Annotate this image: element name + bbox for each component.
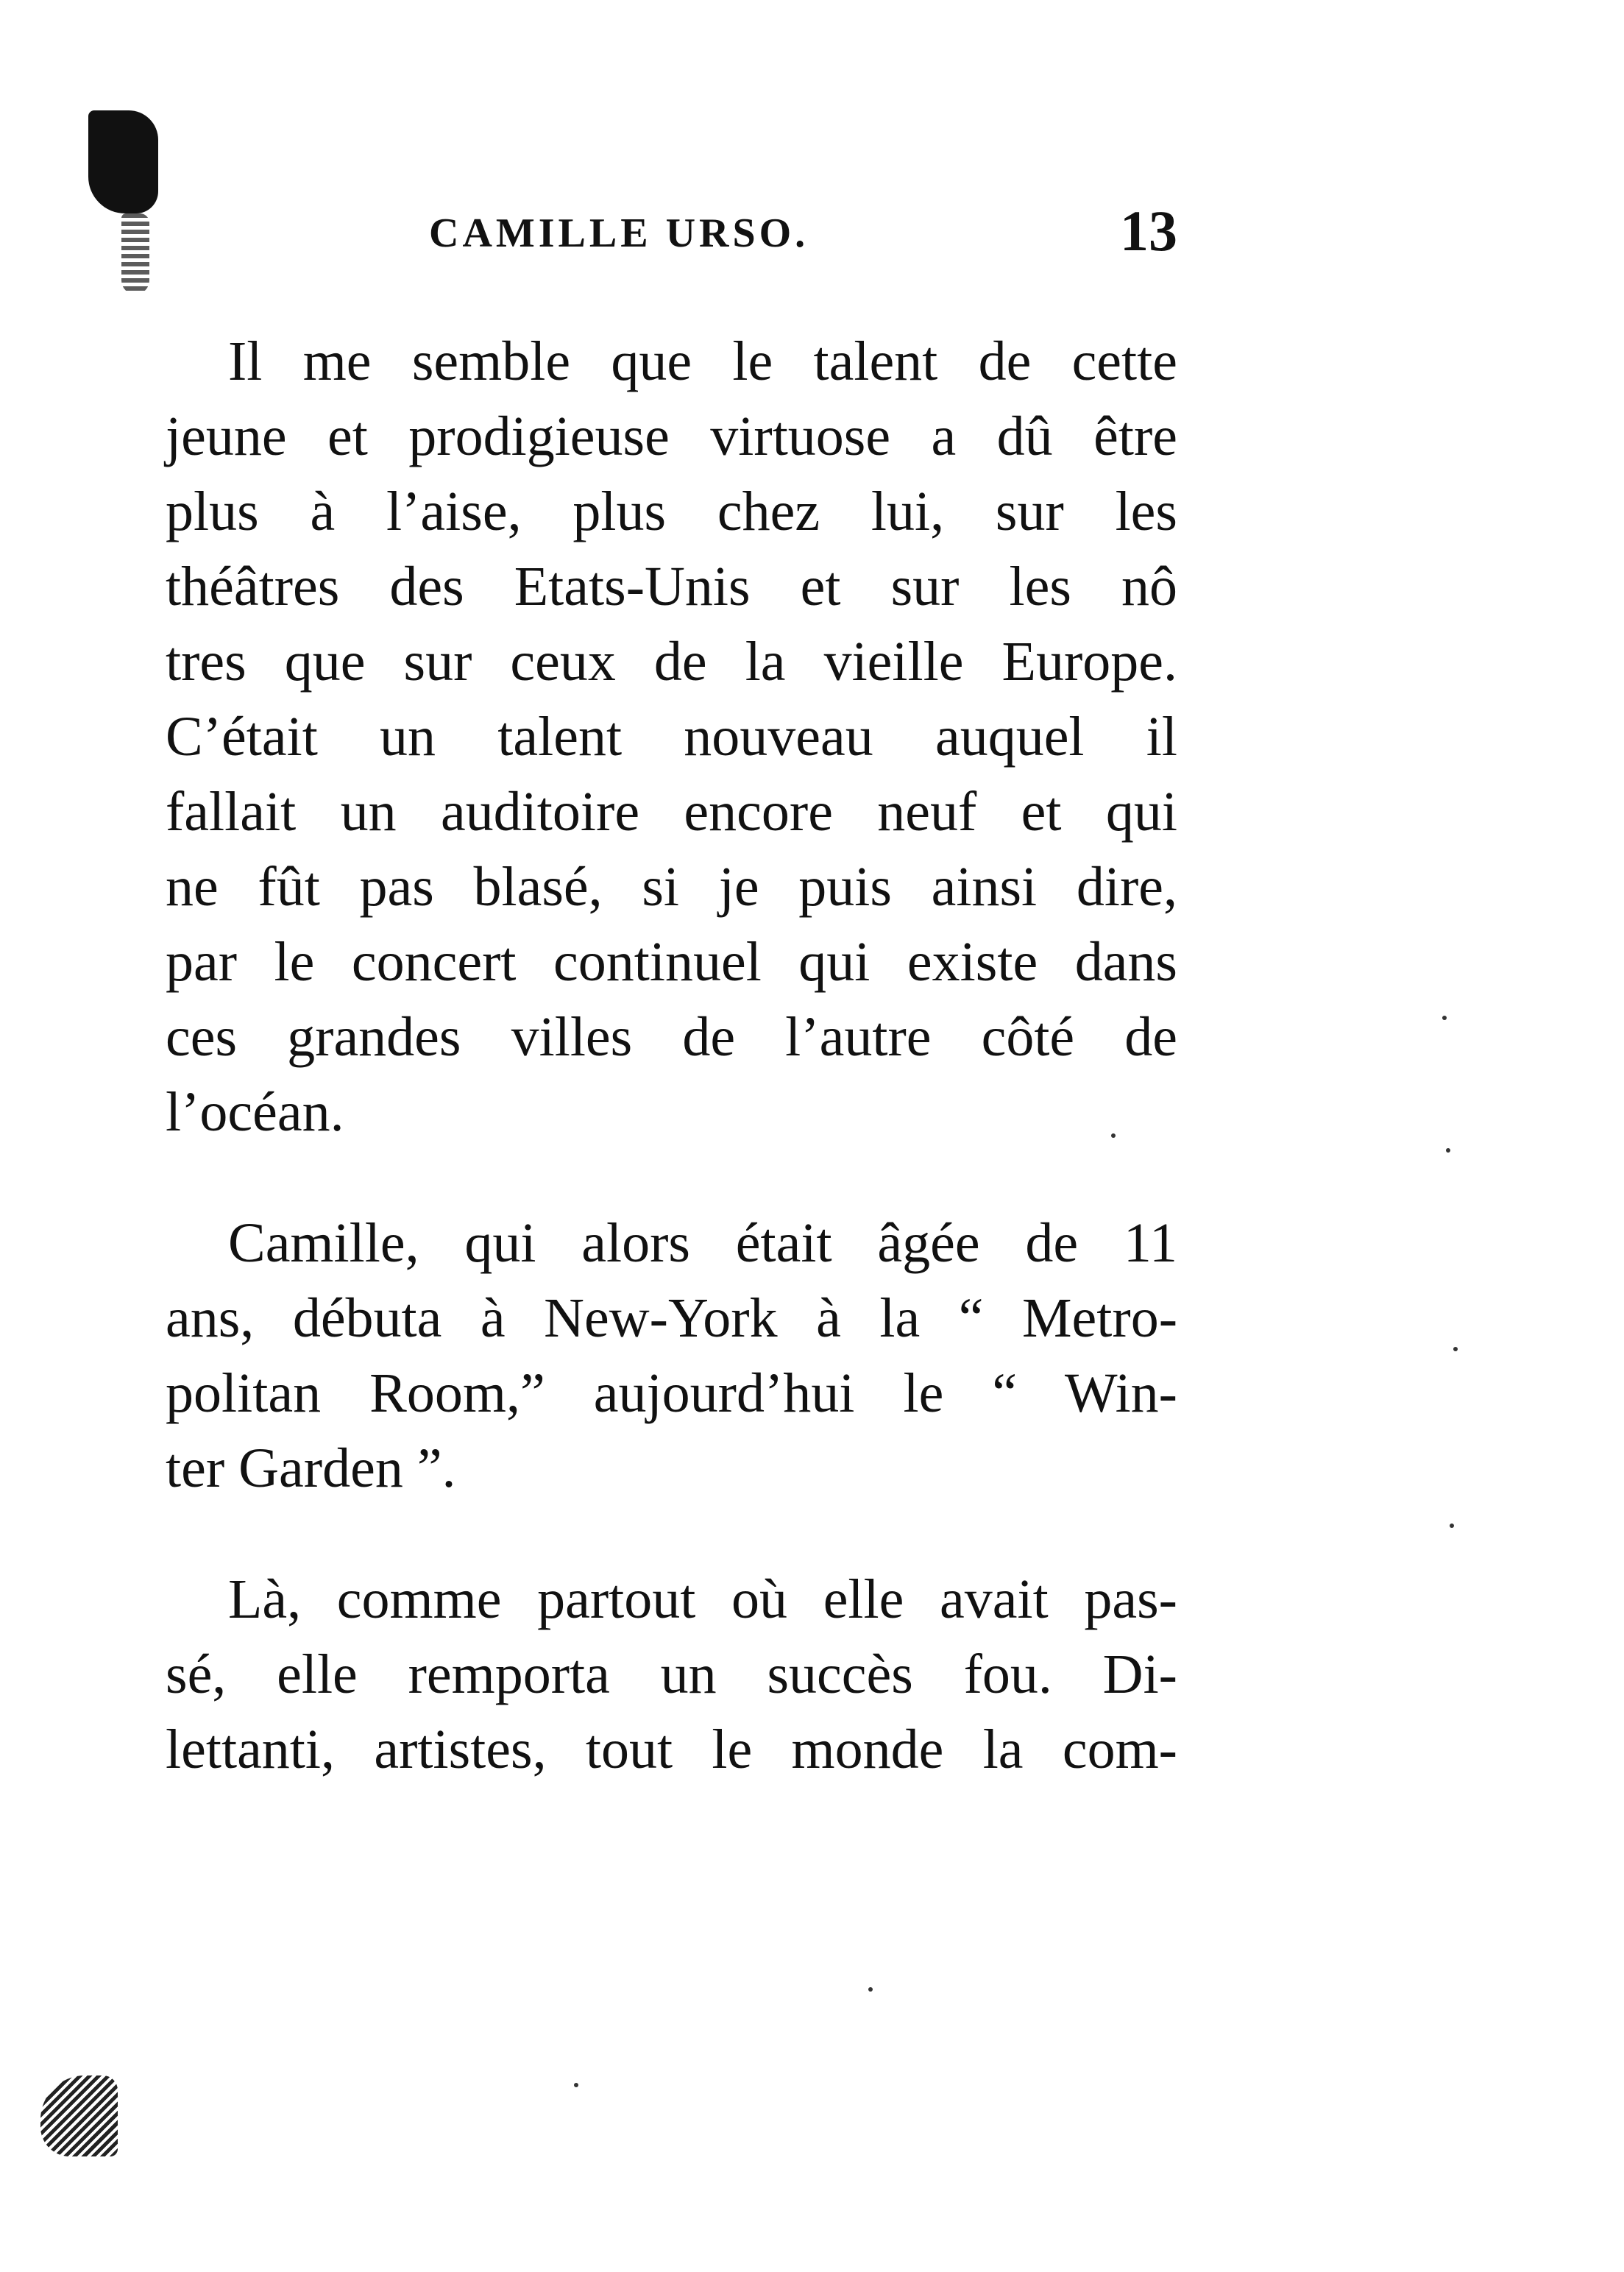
text-line: C’était un talent nouveau auquel il [166,706,1177,768]
speck [1442,1016,1447,1020]
speck [1446,1148,1450,1153]
text-line: sé, elle remporta un succès fou. Di- [166,1643,1177,1705]
speck [868,1987,873,1992]
running-title: CAMILLE URSO. [429,210,809,256]
text-line: ces grandes villes de l’autre côté de [166,1006,1177,1068]
text-line: ne fût pas blasé, si je puis ainsi dire, [166,856,1177,918]
body-text [166,324,1177,1787]
page-number: 13 [1120,199,1177,263]
text-line: plus à l’aise, plus chez lui, sur les [166,481,1177,542]
text-line: Camille, qui alors était âgée de 11 [228,1212,1177,1274]
text-line: théâtres des Etats-Unis et sur les nô [166,556,1177,617]
speck [1450,1523,1454,1528]
text-line: par le concert continuel qui existe dans [166,931,1177,993]
ink-blot-top [88,110,158,213]
paragraph-gap [166,1150,1177,1206]
text-line: politan Room,” aujourd’hui le “ Win- [166,1362,1177,1424]
speck [574,2083,578,2087]
text-line: tres que sur ceux de la vieille Europe. [166,631,1177,693]
text-line: lettanti, artistes, tout le monde la com- [166,1719,1177,1780]
text-line: Il me semble que le talent de cette [228,330,1177,392]
text-line: Là, comme partout où elle avait pas- [228,1568,1177,1630]
text-line: fallait un auditoire encore neuf et qui [166,781,1177,843]
ink-blot-bottom [40,2075,118,2156]
running-header [166,199,1177,269]
text-line: ans, débuta à New-York à la “ Metro- [166,1287,1177,1349]
text-line: jeune et prodigieuse virtuose a dû être [166,406,1177,467]
paragraph-gap [166,1506,1177,1562]
speck [1453,1347,1458,1351]
text-line: l’océan. [166,1081,344,1143]
ink-smear-top [121,213,149,294]
text-line: ter Garden ”. [166,1437,456,1499]
